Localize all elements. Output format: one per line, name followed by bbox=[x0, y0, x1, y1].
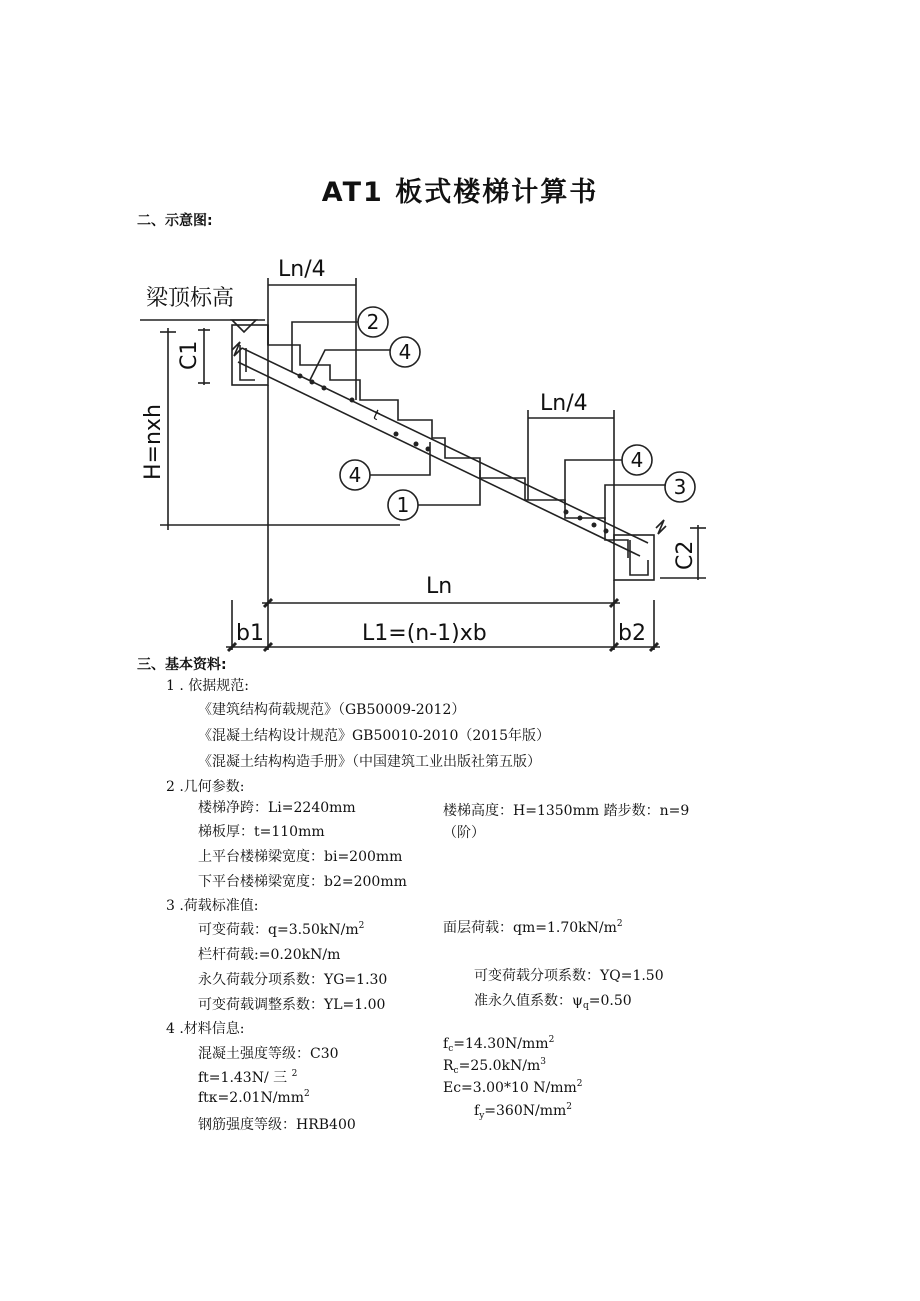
quasi-permanent-factor: 准永久值系数：$\psi_q=0.50$ bbox=[474, 993, 632, 1011]
label-c1: C1 bbox=[177, 340, 202, 370]
steel-grade: 钢筋强度等级：HRB400 bbox=[198, 1117, 356, 1133]
marker-label: 4 bbox=[398, 340, 412, 364]
fy-value: $f_y=360N/mm^2$ bbox=[474, 1102, 572, 1121]
code-item: 《混凝土结构构造手册》（中国建筑工业出版社第五版） bbox=[198, 754, 541, 770]
label-ln4-right: Ln/4 bbox=[540, 391, 588, 416]
marker-label: 4 bbox=[348, 463, 362, 487]
ec-value: Ec=3.00*10 $N/mm^2$ bbox=[443, 1079, 583, 1096]
finish-load: 面层荷载：$qm=1.70kN/m^2$ bbox=[443, 919, 623, 936]
material-label: 4 .材料信息: bbox=[166, 1021, 245, 1037]
net-span: 楼梯净跨：Li=2240mm bbox=[198, 800, 356, 816]
slab-top-line bbox=[242, 348, 648, 543]
upper-beam bbox=[232, 325, 268, 385]
variable-factor: 可变荷载分项系数：YQ=1.50 bbox=[474, 968, 664, 984]
label-c2: C2 bbox=[673, 540, 698, 570]
marker-label: 3 bbox=[673, 475, 687, 499]
label-b1: b1 bbox=[236, 621, 264, 646]
marker-label: 4 bbox=[630, 448, 644, 472]
lower-beam-width: 下平台楼梯梁宽度：b2=200mm bbox=[198, 874, 407, 890]
live-load: 可变荷载：$q=3.50kN/m^2$ bbox=[198, 921, 365, 938]
stair-height: 楼梯高度：H=1350mm 踏步数：n=9 bbox=[443, 803, 690, 819]
code-label: 1 . 依据规范: bbox=[166, 678, 249, 694]
section-2-heading: 二、示意图: bbox=[137, 213, 213, 229]
label-t: t bbox=[370, 407, 383, 424]
stair-step-profile bbox=[268, 325, 628, 558]
code-item: 《混凝土结构设计规范》GB50010-2010（2015年版） bbox=[198, 728, 550, 744]
marker-label: 2 bbox=[366, 310, 380, 334]
stair-height-unit: （阶） bbox=[443, 825, 485, 841]
concrete-grade: 混凝土强度等级：C30 bbox=[198, 1046, 339, 1062]
label-ln4-top: Ln/4 bbox=[278, 257, 326, 282]
load-label: 3 .荷载标准值: bbox=[166, 898, 259, 914]
geometry-label: 2 .几何参数: bbox=[166, 779, 245, 795]
rail-load: 栏杆荷载:=0.20kN/m bbox=[198, 947, 341, 963]
marker-label: 1 bbox=[396, 493, 410, 517]
upper-beam-width: 上平台楼梯梁宽度：bi=200mm bbox=[198, 849, 403, 865]
rc-value: $R_c=25.0kN/m^3$ bbox=[443, 1057, 546, 1076]
adjust-factor: 可变荷载调整系数：YL=1.00 bbox=[198, 997, 386, 1013]
permanent-factor: 永久荷载分项系数：YG=1.30 bbox=[198, 972, 388, 988]
slab-thickness: 梯板厚：t=110mm bbox=[198, 824, 325, 840]
page-title: AT1 板式楼梯计算书 bbox=[321, 177, 599, 208]
stair-diagram bbox=[120, 245, 720, 660]
label-beam-top: 梁顶标高 bbox=[146, 286, 235, 311]
ft-value: ft=1.43N/ 三 $^2$ bbox=[198, 1069, 298, 1086]
elevation-triangle bbox=[232, 320, 256, 332]
label-b2: b2 bbox=[618, 621, 646, 646]
label-ln: Ln bbox=[426, 574, 453, 599]
section-3-heading: 三、基本资料: bbox=[137, 657, 227, 673]
break-symbol-lower bbox=[656, 520, 666, 534]
lower-hook bbox=[630, 540, 648, 575]
fc-value: $f_c=14.30N/mm^2$ bbox=[443, 1035, 555, 1054]
ftk-value: $ft\kappa=2.01N/mm^2$ bbox=[198, 1089, 310, 1106]
code-item: 《建筑结构荷载规范》（GB50009-2012） bbox=[198, 702, 466, 718]
label-l1: L1=(n-1)xb bbox=[362, 621, 487, 646]
label-h: H=nxh bbox=[141, 404, 166, 480]
